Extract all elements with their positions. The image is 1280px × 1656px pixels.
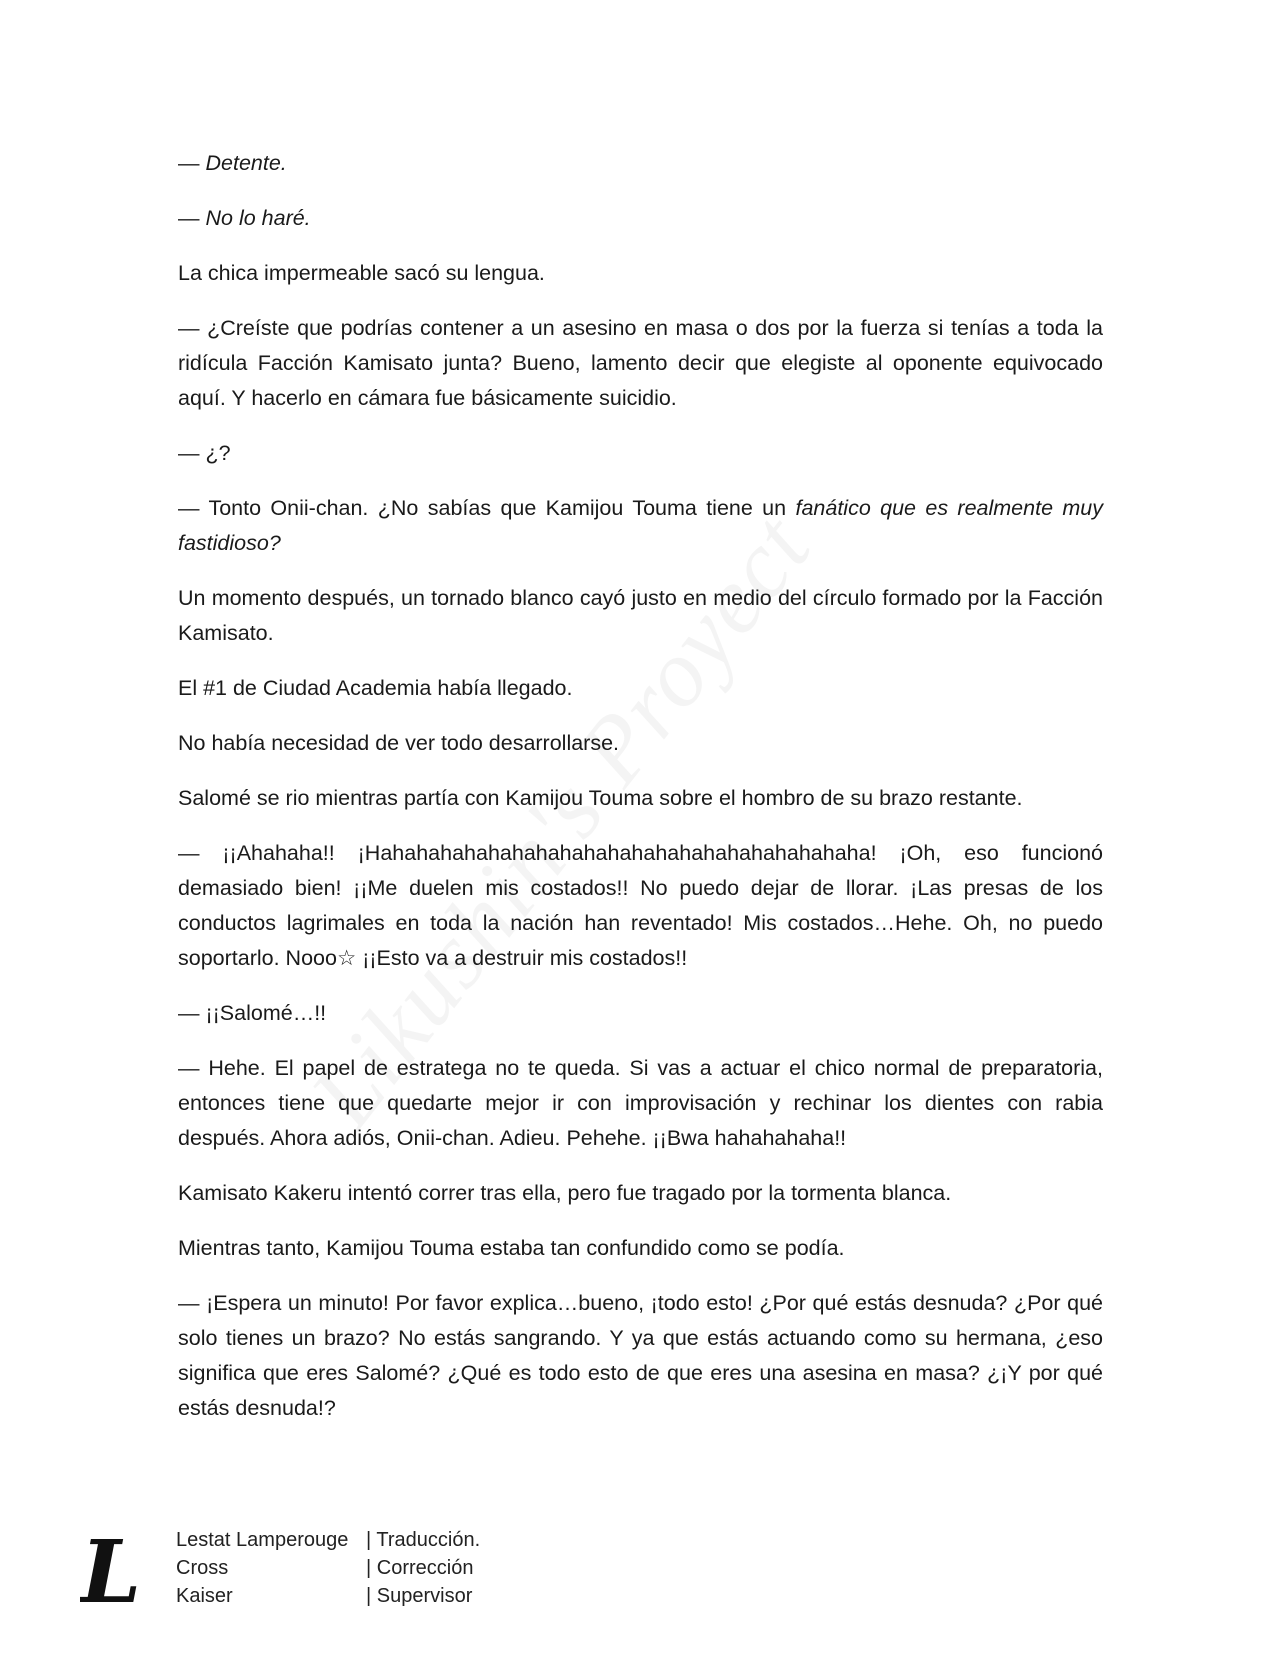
credit-name: Lestat Lamperouge [176,1529,349,1551]
credit-role: | Supervisor [366,1585,473,1607]
paragraph [178,491,1103,561]
paragraph [178,581,1103,651]
paragraph [178,436,1103,471]
credit-name: Kaiser [176,1585,233,1607]
credit-row [176,1526,480,1554]
paragraph [178,1231,1103,1266]
italic-text: No lo haré. [205,206,311,230]
text-segment: — ¿? [178,441,231,465]
text-segment: La chica impermeable sacó su lengua. [178,261,545,285]
text-segment: — Tonto Onii-chan. ¿No sabías que Kamijou Touma tiene un [178,496,796,520]
paragraph [178,1051,1103,1156]
text-segment: — ¡Espera un minuto! Por favor explica…bueno, ¡todo esto! ¿Por qué estás desnuda? ¿Por qué solo tienes un brazo? No estás sangrando. Y ya que estás actuando como su hermana, ¿eso significa que eres Salomé? ¿Qué es todo esto de que eres una asesina en masa? ¿¡Y por qué estás desnuda!? [178,1291,1103,1420]
credits-footer [80,1526,680,1616]
credit-row [176,1554,480,1582]
text-segment: Un momento después, un tornado blanco cayó justo en medio del círculo formado por la Facción Kamisato. [178,586,1103,645]
paragraph [178,311,1103,416]
text-segment: Mientras tanto, Kamijou Touma estaba tan confundido como se podía. [178,1236,845,1260]
paragraph [178,671,1103,706]
document-body [178,146,1103,1426]
paragraph [178,1176,1103,1211]
text-segment: — [178,206,206,230]
text-segment: Kamisato Kakeru intentó correr tras ella, pero fue tragado por la tormenta blanca. [178,1181,952,1205]
credits-list [176,1526,480,1610]
credit-role: | Corrección [366,1557,474,1579]
paragraph [178,146,1103,181]
text-segment: — ¿Creíste que podrías contener a un asesino en masa o dos por la fuerza si tenías a toda la ridícula Facción Kamisato junta? Bueno, lamento decir que elegiste al oponente equivocado aquí. Y hacerlo en cámara fue básicamente suicidio. [178,316,1103,410]
credit-role: | Traducción. [366,1529,481,1551]
text-segment: — ¡¡Salomé…!! [178,1001,327,1025]
credit-name: Cross [176,1557,229,1579]
italic-text: Detente. [205,151,287,175]
paragraph [178,201,1103,236]
gothic-l-logo [80,1530,142,1614]
paragraph [178,1286,1103,1426]
svg-text:L: L [80,1530,142,1614]
text-segment: — ¡¡Ahahaha!! ¡Hahahahahahahahahahahahahahahahahahahahaha! ¡Oh, eso funcionó demasiado bien! ¡¡Me duelen mis costados!! No puedo dejar de llorar. ¡Las presas de los conductos lagrimales en toda la nación han reventado! Mis costados…Hehe. Oh, no puedo soportarlo. Nooo☆ ¡¡Esto va a destruir mis costados!! [178,841,1103,970]
credit-row [176,1582,480,1610]
paragraph [178,256,1103,291]
text-segment: — Hehe. El papel de estratega no te queda. Si vas a actuar el chico normal de preparatoria, entonces tiene que quedarte mejor ir con improvisación y rechinar los dientes con rabia después. Ahora adiós, Onii-chan. Adieu. Pehehe. ¡¡Bwa hahahahaha!! [178,1056,1103,1150]
italic-text: fanático que es realmente muy fastidioso? [178,496,1104,555]
text-segment: El #1 de Ciudad Academia había llegado. [178,676,573,700]
paragraph [178,781,1103,816]
text-segment: — [178,151,206,175]
paragraph [178,996,1103,1031]
text-segment: Salomé se rio mientras partía con Kamijou Touma sobre el hombro de su brazo restante. [178,786,1023,810]
paragraph [178,726,1103,761]
text-segment: No había necesidad de ver todo desarrollarse. [178,731,620,755]
paragraph [178,836,1103,976]
